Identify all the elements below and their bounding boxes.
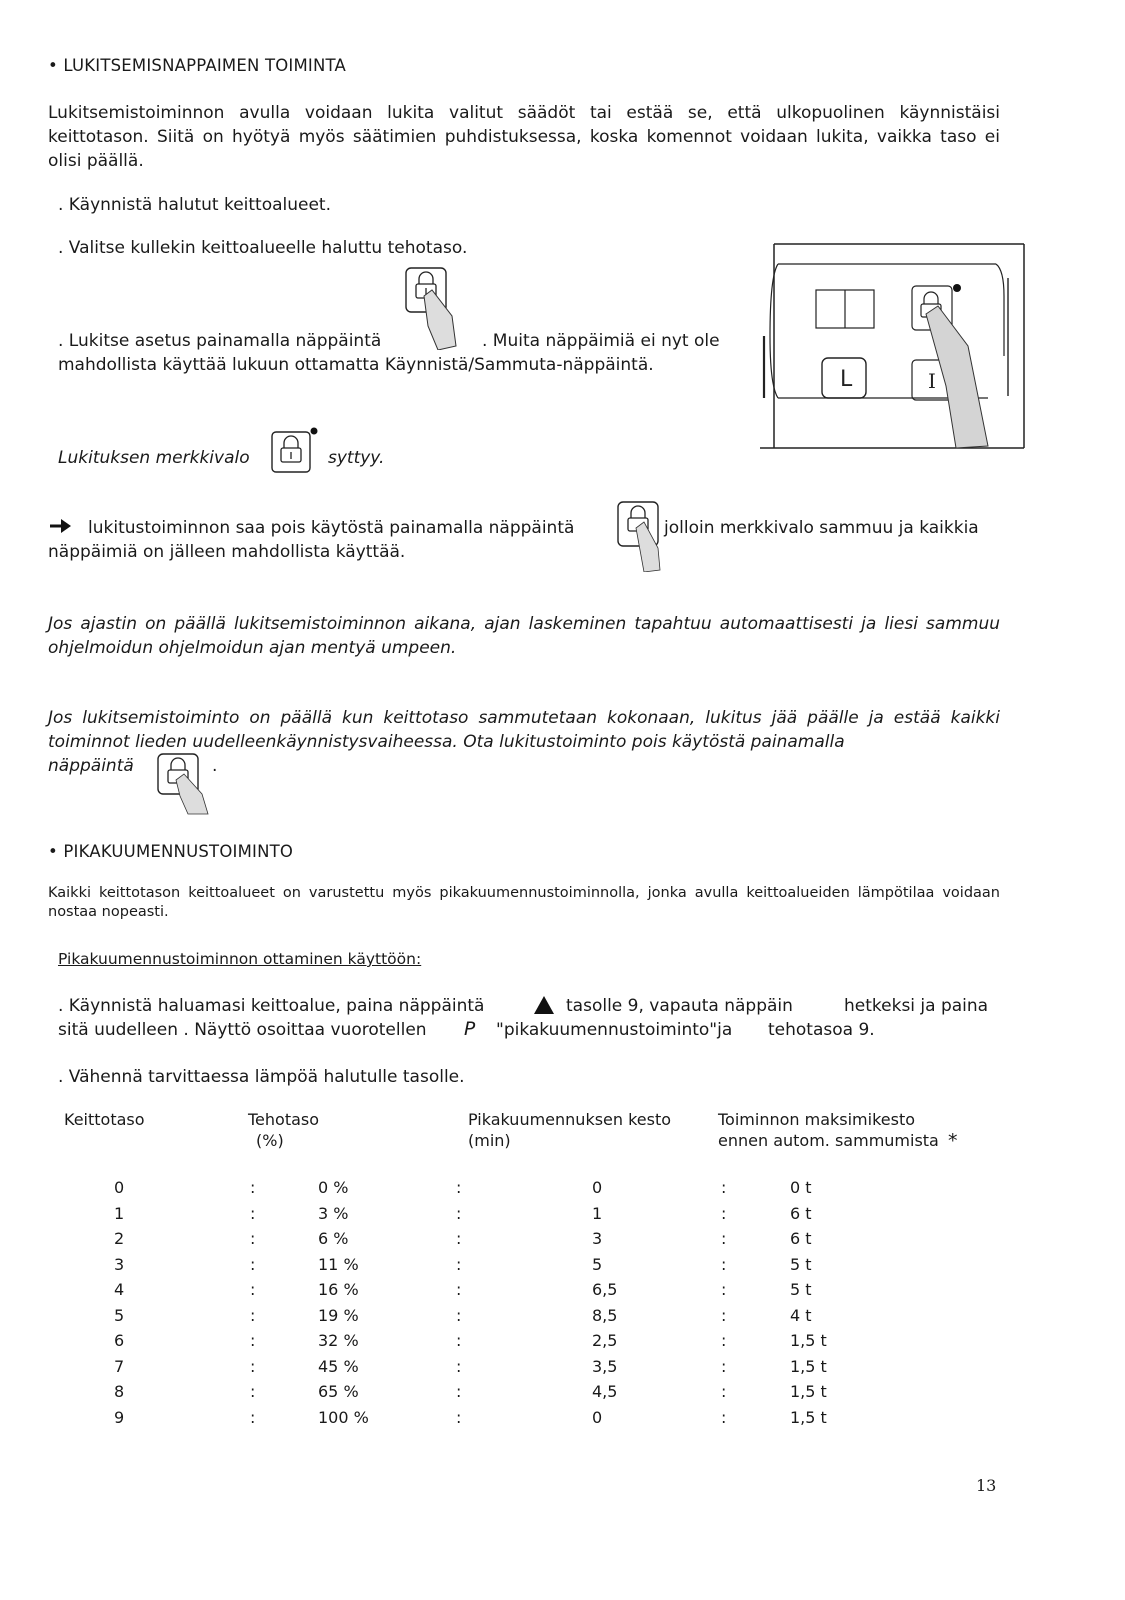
table-header-power-unit: (%) <box>256 1131 284 1150</box>
boost-step-3: . Vähennä tarvittaessa lämpöä halutulle tasolle. <box>58 1067 465 1087</box>
table-header-power: Tehotaso <box>248 1110 320 1129</box>
pressing-finger-icon <box>424 290 456 350</box>
table-header-max: Toiminnon maksimikesto <box>718 1110 916 1129</box>
separator: : <box>456 1331 462 1350</box>
separator: : <box>456 1203 462 1223</box>
level-cell: 7 <box>114 1356 125 1376</box>
level-cell: 1 <box>114 1203 125 1223</box>
separator: : <box>250 1280 256 1299</box>
separator: : <box>721 1178 727 1197</box>
power-cell: 16 % <box>318 1280 359 1299</box>
boost-heading-text: PIKAKUUMENNUSTOIMINTO <box>63 842 294 861</box>
table-row <box>0 1382 1125 1408</box>
power-cell: 6 % <box>318 1229 349 1248</box>
separator: : <box>250 1382 256 1401</box>
level-cell: 5 <box>114 1305 125 1325</box>
table-row <box>0 1280 1125 1306</box>
boost-cell: 5 <box>592 1254 603 1274</box>
power-cell: 45 % <box>318 1356 359 1376</box>
max-cell: 1,5 t <box>790 1331 827 1350</box>
boost-cell: 8,5 <box>592 1305 618 1325</box>
boost-cell: 3 <box>592 1229 603 1248</box>
bullet: • <box>48 842 58 861</box>
table-row <box>0 1331 1125 1357</box>
lock-step-3-part-a: . Lukitse asetus painamalla näppäintä <box>58 331 382 351</box>
power-cell: 32 % <box>318 1331 359 1350</box>
table-header-level: Keittotaso <box>64 1110 145 1129</box>
panel-power-key-label: I <box>928 369 936 393</box>
boost-display-symbol: P <box>464 1018 476 1040</box>
table-row <box>0 1204 1125 1230</box>
lock-step-2: . Valitse kullekin keittoalueelle haluttu tehotaso. <box>58 238 468 258</box>
panel-timer-key-label: L <box>840 367 853 392</box>
boost-cell: 0 <box>592 1178 603 1197</box>
separator: : <box>250 1178 256 1197</box>
off-note-end: näppäintä <box>48 756 134 776</box>
separator: : <box>250 1356 256 1376</box>
release-text-b: jolloin merkkivalo sammuu ja kaikkia <box>664 518 979 538</box>
boost-cell: 4,5 <box>592 1382 618 1401</box>
table-row <box>0 1357 1125 1383</box>
timer-note: Jos ajastin on päällä lukitsemistoiminnon aikana, ajan laskeminen tapahtuu automaattisesti ja liesi sammuu ohjelmoidun ohjelmoidun ajan mentyä umpeen. <box>48 614 1000 658</box>
max-cell: 4 t <box>790 1305 812 1325</box>
boost-cell: 2,5 <box>592 1331 618 1350</box>
level-cell: 4 <box>114 1280 125 1299</box>
control-panel-illustration <box>756 236 1028 454</box>
separator: : <box>250 1203 256 1223</box>
separator: : <box>250 1229 256 1248</box>
triangle-up-icon <box>532 994 556 1021</box>
separator: : <box>721 1356 727 1376</box>
max-cell: 1,5 t <box>790 1382 827 1401</box>
table-header-max-sub: ennen autom. sammumista <box>718 1131 939 1150</box>
page-number: 13 <box>976 1476 997 1495</box>
separator: : <box>721 1229 727 1248</box>
separator: : <box>721 1254 727 1274</box>
lock-indicator-key <box>270 426 322 481</box>
max-cell: 1,5 t <box>790 1407 827 1427</box>
off-note-lock-key <box>152 750 216 821</box>
level-cell: 2 <box>114 1229 125 1248</box>
boost-intro: Kaikki keittotason keittoalueet on varustettu myös pikakuumennustoiminnolla, jonka avulla keittoalueiden lämpötilaa voidaan nostaa nopeasti. <box>48 885 1000 920</box>
separator: : <box>721 1280 727 1299</box>
separator: : <box>721 1382 727 1401</box>
separator: : <box>456 1229 462 1248</box>
lock-section-heading <box>48 56 346 75</box>
release-lock-key <box>614 500 670 577</box>
max-cell: 0 t <box>790 1178 812 1197</box>
level-cell: 8 <box>114 1382 125 1401</box>
indicator-text-a: Lukituksen merkkivalo <box>58 448 250 468</box>
boost-cell: 1 <box>592 1203 603 1223</box>
indicator-text-b: syttyy. <box>328 448 385 468</box>
lock-key-icon <box>152 750 216 816</box>
lock-key-icon <box>614 500 670 572</box>
lock-step-1: . Käynnistä halutut keittoalueet. <box>58 195 332 215</box>
boost-cell: 0 <box>592 1407 603 1427</box>
max-cell: 6 t <box>790 1229 812 1248</box>
boost-step-2a: sitä uudelleen . Näyttö osoittaa vuorotellen <box>58 1020 427 1040</box>
max-cell: 5 t <box>790 1254 812 1274</box>
level-cell: 3 <box>114 1254 125 1274</box>
separator: : <box>456 1280 462 1299</box>
pressing-finger-icon <box>176 774 208 814</box>
separator: : <box>250 1254 256 1274</box>
level-cell: 6 <box>114 1331 125 1350</box>
power-cell: 65 % <box>318 1382 359 1401</box>
table-row <box>0 1255 1125 1281</box>
separator: : <box>456 1356 462 1376</box>
boost-step-1b: tasolle 9, vapauta näppäin <box>566 996 793 1016</box>
lock-key-icon <box>398 266 466 350</box>
off-note: Jos lukitsemistoiminto on päällä kun keittotaso sammutetaan kokonaan, lukitus jää päälle ja estää kaikki toiminnot lieden uudelleenkäynnistysvaiheessa. Ota lukitustoiminto pois käytöstä painamalla <box>48 708 1000 752</box>
table-header-boost-unit: (min) <box>468 1131 511 1150</box>
lock-step-3-part-b: . Muita näppäimiä ei nyt ole <box>482 331 720 351</box>
separator: : <box>456 1305 462 1325</box>
max-cell: 5 t <box>790 1280 812 1299</box>
table-row <box>0 1408 1125 1434</box>
boost-step-2b: "pikakuumennustoiminto"ja <box>496 1020 733 1040</box>
lock-indicator-light <box>953 284 961 292</box>
table-row <box>0 1178 1125 1204</box>
level-cell: 9 <box>114 1407 125 1427</box>
power-cell: 0 % <box>318 1178 349 1197</box>
separator: : <box>721 1407 727 1427</box>
separator: : <box>250 1407 256 1427</box>
separator: : <box>456 1254 462 1274</box>
boost-step-1c: hetkeksi ja paina <box>844 996 989 1016</box>
separator: : <box>456 1382 462 1401</box>
table-header-boost: Pikakuumennuksen kesto <box>468 1110 672 1129</box>
separator: : <box>250 1331 256 1350</box>
release-text-c: näppäimiä on jälleen mahdollista käyttää. <box>48 542 406 562</box>
separator: : <box>456 1178 462 1197</box>
max-cell: 6 t <box>790 1203 812 1223</box>
boost-step-1a: . Käynnistä haluamasi keittoalue, paina näppäintä <box>58 996 485 1016</box>
lock-key-press-illustration <box>398 266 466 350</box>
arrow-right-icon <box>48 516 74 541</box>
power-cell: 3 % <box>318 1203 349 1223</box>
lock-key-icon <box>270 426 322 476</box>
power-cell: 19 % <box>318 1305 359 1325</box>
boost-section-heading <box>48 842 293 861</box>
boost-subheading: Pikakuumennustoiminnon ottaminen käyttöön: <box>58 950 422 968</box>
max-cell: 1,5 t <box>790 1356 827 1376</box>
lock-step-3-part-c: mahdollista käyttää lukuun ottamatta Käynnistä/Sammuta-näppäintä. <box>58 355 654 375</box>
release-text-a: lukitustoiminnon saa pois käytöstä painamalla näppäintä <box>88 518 575 538</box>
table-row <box>0 1229 1125 1255</box>
lock-intro-paragraph: Lukitsemistoiminnon avulla voidaan lukita valitut säädöt tai estää se, että ulkopuolinen käynnistäisi keittotason. Siitä on hyötyä myös säätimien puhdistuksessa, koska komennot voidaan lukita, vaikka taso ei olisi päällä. <box>48 103 1000 171</box>
separator: : <box>721 1203 727 1223</box>
separator: : <box>456 1407 462 1427</box>
cooktop-panel-drawing <box>756 236 1028 454</box>
off-note-dot: . <box>212 756 218 776</box>
separator: : <box>250 1305 256 1325</box>
bullet: • <box>48 56 58 75</box>
table-header-star: * <box>948 1130 958 1152</box>
boost-cell: 3,5 <box>592 1356 618 1376</box>
pressing-finger-icon <box>636 522 660 572</box>
table-row <box>0 1306 1125 1332</box>
lock-heading-text: LUKITSEMISNAPPAIMEN TOIMINTA <box>63 56 347 75</box>
lock-step-3 <box>58 329 381 353</box>
power-cell: 11 % <box>318 1254 359 1274</box>
separator: : <box>721 1331 727 1350</box>
separator: : <box>721 1305 727 1325</box>
boost-cell: 6,5 <box>592 1280 618 1299</box>
level-cell: 0 <box>114 1178 125 1197</box>
boost-step-2c: tehotasoa 9. <box>768 1020 875 1040</box>
power-cell: 100 % <box>318 1407 369 1427</box>
